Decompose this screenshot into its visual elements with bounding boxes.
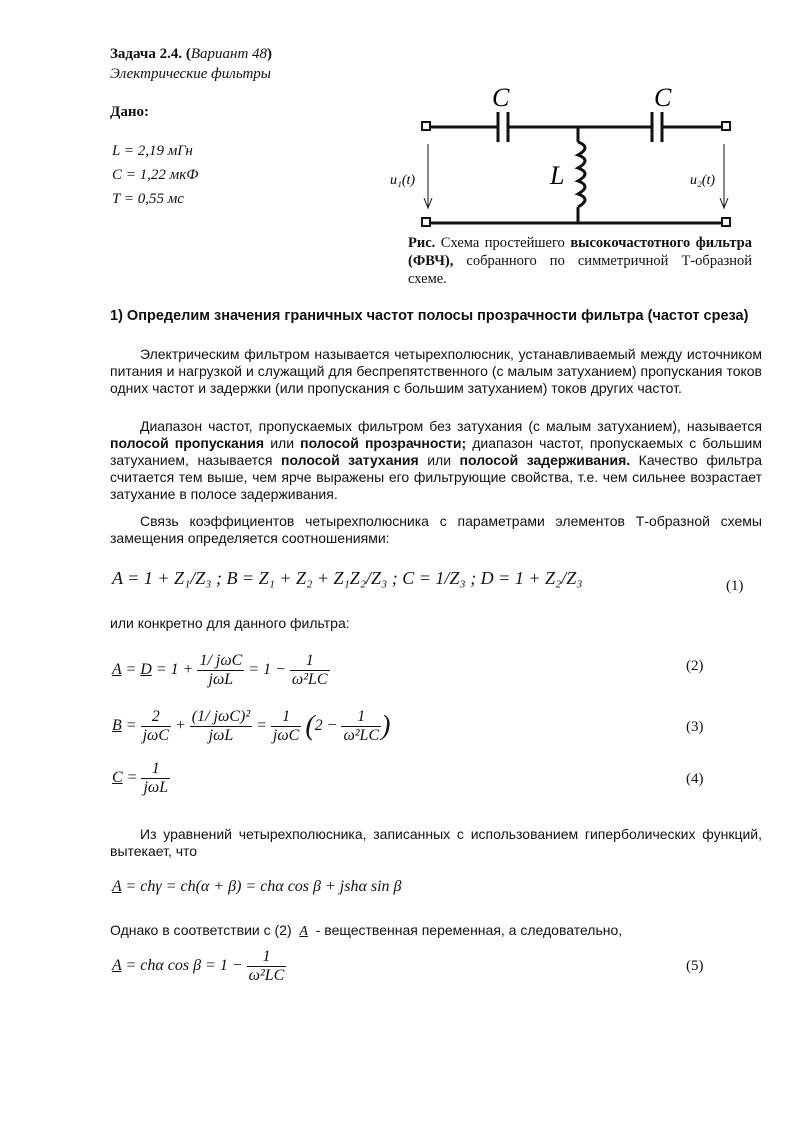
given-period: T = 0,55 мс — [112, 191, 184, 207]
equation-number-3: (3) — [686, 719, 704, 735]
equation-number-2: (2) — [686, 658, 704, 674]
cap-right-label: C — [654, 84, 672, 112]
circuit-diagram — [380, 84, 760, 234]
given-capacitance: C = 1,22 мкФ — [112, 167, 199, 183]
given-inductance: L = 2,19 мГн — [112, 143, 193, 159]
equation-2: A = D = 1 + $\frac{\text{1/ jωC}}{\text{jωL}}$ = 1 − $\frac{1}{\text{ω²LC}}$ — [112, 652, 328, 688]
variant: Вариант 48 — [190, 46, 268, 62]
inductor-label: L — [550, 161, 565, 190]
cap-left-label: C — [492, 84, 510, 112]
figure-caption: Рис. Схема простейшего высокочастотного фильтра (ФВЧ), собранного по симметричной Т-образной схеме. — [408, 235, 752, 287]
u2-label: u₂(t) — [690, 173, 716, 188]
equation-number-5: (5) — [686, 958, 704, 974]
u1-label: u₁(t) — [390, 173, 416, 188]
task-title: Задача 2.4. (Вариант 48) — [110, 46, 273, 62]
paragraph-specific: или конкретно для данного фильтра: — [110, 615, 350, 631]
paragraph-bands: Диапазон частот, пропускаемых фильтром без затухания (с малым затуханием), называется полосой пропускания или полосой прозрачности; диапазон частот, пропускаемых с большим затуханием, называется полосой затухания или полосой задерживания. Качество фильтра считается тем выше, чем ярче выражены его фильтрующие свойства, т.е. чем сильнее возрастает затухание в полосе задерживания. — [110, 418, 763, 502]
equation-3: B = $\frac{2}{\text{jωC}}$ + $\frac{\text{(1/ jωC)²}}{\text{jωL}}$ = $\frac{1}{\text{jωC}}$ (2 − $\frac{1}{\text{ω²LC}}$ ) — [112, 708, 391, 744]
equation-1: A = 1 + Z₁/Z₃ ; B = Z₁ + Z₂ + Z₁Z₂/Z₃ ; C = 1/Z₃ ; D = 1 + Z₂/Z₃ — [112, 568, 583, 588]
paragraph-hyperbolic: Из уравнений четырехполюсника, записанных с использованием гиперболических функций, вытекает, что — [110, 826, 762, 859]
task-subtitle: Электрические фильтры — [110, 66, 271, 82]
equation-5: A = chα cos β = 1 − $\frac{1}{\text{ω²LC}}$ — [112, 948, 285, 984]
paragraph-definition: Электрическим фильтром называется четырехполюсник, устанавливаемый между источником питания и нагрузкой и служащий для беспрепятственного (с малым затуханием) пропускания токов одних частот и задержки (или пропускания с большим затуханием) токов других частот. — [110, 346, 762, 396]
equation-hyperbolic: A = chγ = ch(α + β) = chα cos β + jshα sin β — [112, 878, 402, 895]
paragraph-real: Однако в соответствии с (2) A - вещественная переменная, а следовательно, — [110, 922, 623, 939]
paragraph-relations: Связь коэффициентов четырехполюсника с параметрами элементов Т-образной схемы замещения определяется соотношениями: — [110, 513, 762, 546]
given-label: Дано: — [110, 104, 149, 120]
equation-number-1: (1) — [726, 578, 744, 594]
section-title: 1) Определим значения граничных частот полосы прозрачности фильтра (частот среза) — [110, 308, 749, 324]
equation-4: C = $\frac{1}{\text{jωL}}$ — [112, 760, 169, 796]
equation-number-4: (4) — [686, 771, 704, 787]
